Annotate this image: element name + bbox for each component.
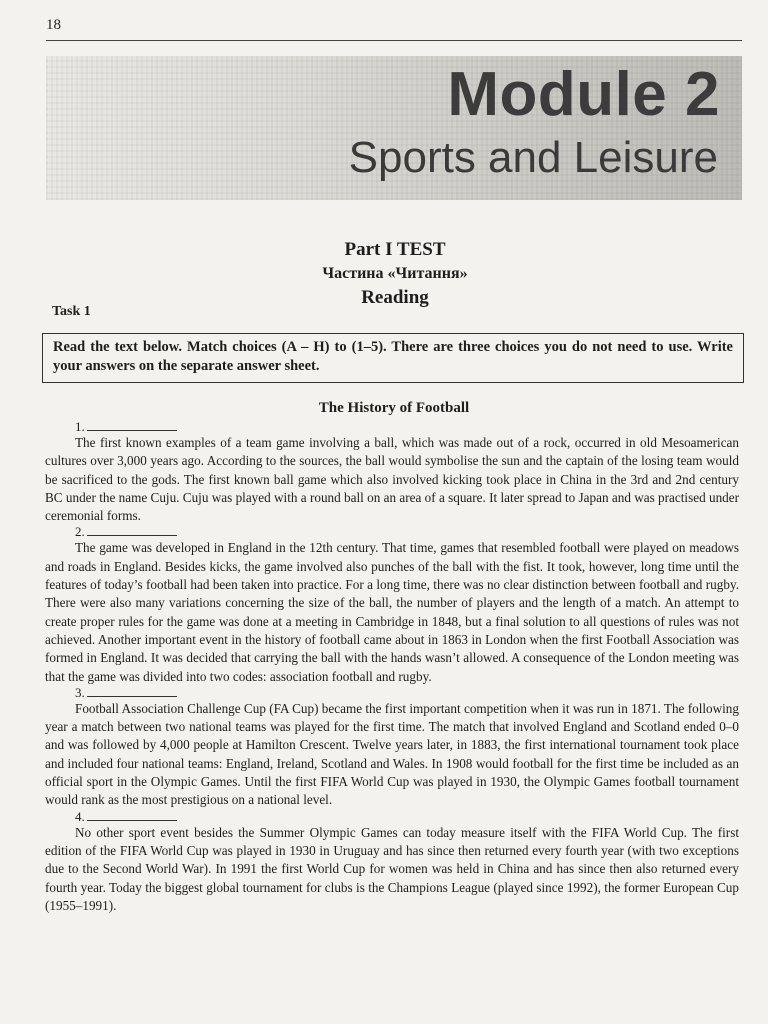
article-body [45,420,739,915]
paragraph-text: Football Association Challenge Cup (FA Cup) became the first important competition when it was run in 1871. The following year a match between two national teams was played for the first time. The match that involved England and Scotland ended 0–0 and was followed by 4,000 people at Hamilton Crescent. Twelve years later, in 1883, the first international tournament took place and included four national teams: England, Ireland, Scotland and Wales. In 1908 would football for the first time be included as an official sport in the Olympic Games. Until the first FIFA World Cup was played in 1930, the Olympic Games football tournament would rank as the most prestigious on a national level. [45,700,739,808]
section-number: 2. [75,524,85,540]
paragraph-text: The first known examples of a team game involving a ball, which was made out of a rock, occurred in old Mesoamerican cultures over 3,000 years ago. According to the sources, the ball would symbolise the sun and the captain of the losing team would be sacrificed to the gods. The first known ball game which also involved kicking took place in China in the 3rd and 2nd century BC under the name Cuju. Cuju was played with a round ball on an area of a square. It later spread to Japan and was practised under ceremonial forms. [45,435,739,524]
test-headings [0,238,768,310]
article-title: The History of Football [318,400,470,416]
part-heading: Part I TEST [344,239,446,260]
module-title: Module 2 [447,60,720,129]
answer-blank-1 [45,420,739,434]
task-label: Task 1 [52,304,91,319]
section-heading: Reading [361,287,429,308]
answer-blank-3 [45,686,739,700]
header-rule [46,40,742,41]
blank-line [87,525,177,536]
task-instruction-box: Read the text below. Match choices (A – H) to (1–5). There are three choices you do not need to use. Write your answers on the separate answer sheet. [42,333,744,383]
module-banner [46,56,742,200]
article-paragraph-2 [45,539,739,685]
blank-line [87,686,177,697]
section-number: 3. [75,684,85,700]
section-number: 1. [75,419,85,434]
blank-line [87,810,177,821]
paragraph-text: The game was developed in England in the 12th century. That time, games that resembled football were played on meadows and roads in England. Besides kicks, the game involved also punches of the ball with the fist. It took, however, long time until the features of today’s football had been taken into practice. For a long time, there was no clear distinction between football and rugby. There were also many variations concerning the size of the ball, the number of players and the length of a match. An attempt to create proper rules for the game was done at a meeting in Cambridge in 1848, but a final solution to all questions of rules was not achieved. Another important event in the history of football came about in 1863 in London when the first Football Association was formed in England. It was decided that carrying the ball with the hands wasn’t allowed. A consequence of the London meeting was that the game was divided into two codes: association football and rugby. [45,540,739,684]
article-paragraph-1 [45,434,739,525]
module-subtitle: Sports and Leisure [348,133,718,182]
ukrainian-heading: Частина «Читання» [322,265,468,282]
answer-blank-4 [45,810,739,824]
answer-blank-2 [45,525,739,539]
paragraph-text: No other sport event besides the Summer Olympic Games can today measure itself with the FIFA World Cup. The first edition of the FIFA World Cup was played in 1930 in Uruguay and has since then returned every fourth year (with two exceptions due to the Second World War). In 1991 the first World Cup for women was held in China and has since then also returned every fourth year. Today the biggest global tournament for clubs is the Champions League (played since 1992), the former European Cup (1955–1991). [45,824,739,913]
article-paragraph-4 [45,824,739,915]
section-number: 4. [75,808,85,824]
article-paragraph-3 [45,700,739,810]
blank-line [87,420,177,431]
page-number: 18 [46,17,61,33]
